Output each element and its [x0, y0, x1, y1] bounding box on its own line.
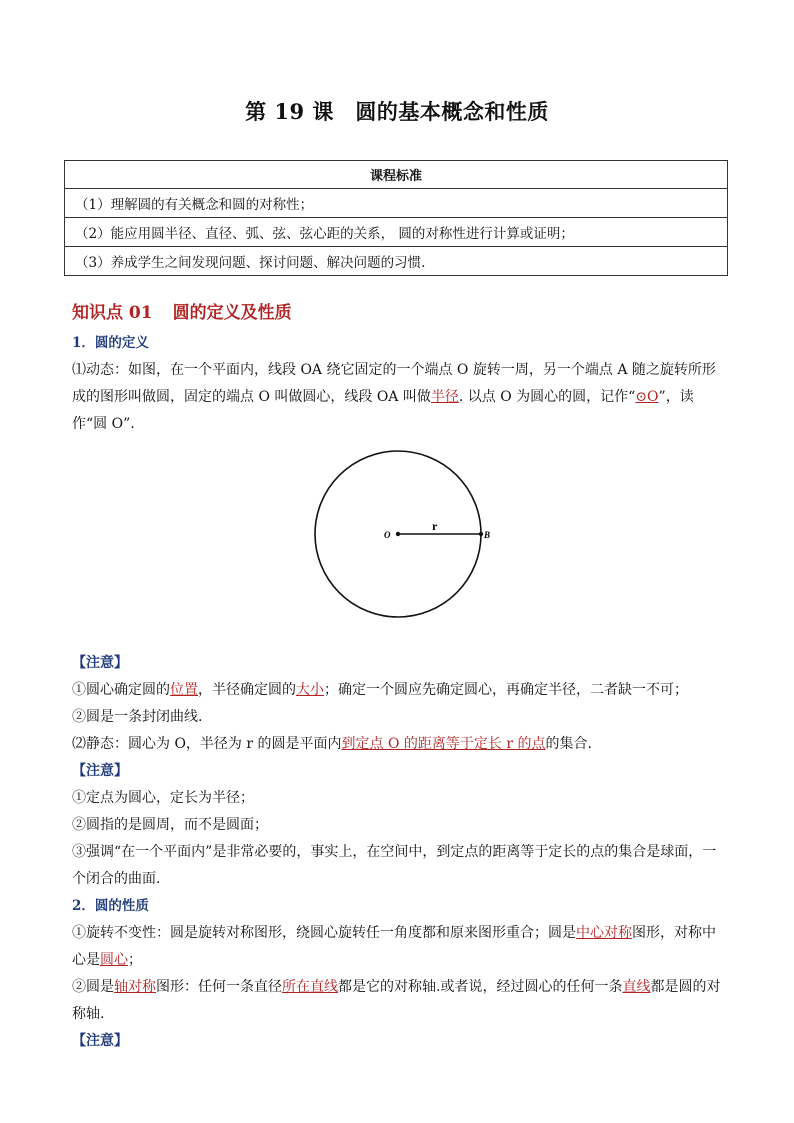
text: 图形，对称中心是	[72, 925, 716, 968]
note-label: 【注意】	[72, 1033, 128, 1049]
standard-item: （2）能应用圆半径、直径、弧、弦、弦心距的关系， 圆的对称性进行计算或证明；	[65, 218, 728, 247]
standard-item: （3）养成学生之间发现问题、探讨问题、解决问题的习惯.	[65, 247, 728, 276]
text: . 以点 O 为圆心的圆，记作“	[458, 389, 636, 405]
section-number: 知识点 01	[72, 303, 153, 323]
highlight-radius: 半径	[430, 389, 459, 405]
text: ；确定一个圆应先确定圆心，再确定半径，二者缺一不可；	[324, 682, 688, 698]
note1-line2: ②圆是一条封闭曲线.	[72, 709, 203, 725]
highlight-axial-symmetry: 轴对称	[114, 979, 156, 995]
circle-figure	[72, 438, 724, 650]
text: ②圆是	[72, 979, 114, 995]
text: ①圆心确定圆的	[72, 682, 170, 698]
note2-line1: ①定点为圆心，定长为半径；	[72, 790, 254, 806]
note2-line2: ②圆指的是圆周，而不是圆面；	[72, 817, 268, 833]
circle-diagram	[308, 444, 491, 624]
dynamic-definition	[72, 357, 724, 438]
standard-item: （1）理解圆的有关概念和圆的对称性；	[65, 189, 728, 218]
standards-header: 课程标准	[65, 161, 728, 189]
section-name: 圆的定义及性质	[172, 303, 292, 323]
course-standards-table	[64, 160, 728, 276]
text: 都是圆的对称轴.	[72, 979, 721, 1022]
point-b	[479, 532, 483, 536]
section-heading	[72, 298, 292, 323]
page-title: 第 19 课 圆的基本概念和性质	[245, 99, 549, 124]
static-definition	[72, 731, 724, 758]
note2-line3: ③强调“在一个平面内”是非常必要的，事实上，在空间中，到定点的距离等于定长的点的集合是球面，一个闭合的曲面.	[72, 844, 717, 887]
subheading-definition: 1．圆的定义	[72, 335, 149, 351]
label-o: O	[384, 530, 391, 540]
highlight-line-containing: 所在直线	[282, 979, 338, 995]
text: 都是它的对称轴.或者说，经过圆心的任何一条	[338, 979, 623, 995]
property-line2	[72, 974, 724, 1028]
subheading-properties: 2．圆的性质	[72, 898, 149, 914]
note-label: 【注意】	[72, 655, 128, 671]
highlight-center: 圆心	[100, 952, 128, 968]
text: 图形：任何一条直径	[156, 979, 282, 995]
note1-line1	[72, 677, 724, 704]
text: ，半径确定圆的	[198, 682, 296, 698]
highlight-circle-symbol: ⊙O	[635, 389, 659, 405]
label-r: r	[432, 519, 438, 533]
text: ①旋转不变性：圆是旋转对称图形，绕圆心旋转任一角度都和原来图形重合；圆是	[72, 925, 576, 941]
property-line1	[72, 920, 724, 974]
highlight-line: 直线	[622, 979, 651, 995]
text: 的集合.	[545, 736, 592, 752]
center-point	[396, 532, 400, 536]
text: ⑴动态：如图，在一个平面内，线段 OA 绕它固定的一个端点 O 旋转一周，另一个端点 A 随之旋转所形成的图形叫做圆，固定的端点 O 叫做圆心，线段 OA 叫做	[72, 362, 716, 405]
document-body	[72, 330, 724, 1055]
label-b: B	[484, 530, 491, 540]
text: ；	[128, 952, 142, 968]
note-label: 【注意】	[72, 763, 128, 779]
text: ”，读作“圆 O”.	[72, 389, 694, 432]
highlight-size: 大小	[296, 682, 324, 698]
highlight-central-symmetry: 中心对称	[576, 925, 632, 941]
text: ⑵静态：圆心为 O，半径为 r 的圆是平面内	[72, 736, 342, 752]
highlight-locus: 到定点 O 的距离等于定长 r 的点	[341, 736, 546, 752]
highlight-position: 位置	[170, 682, 198, 698]
